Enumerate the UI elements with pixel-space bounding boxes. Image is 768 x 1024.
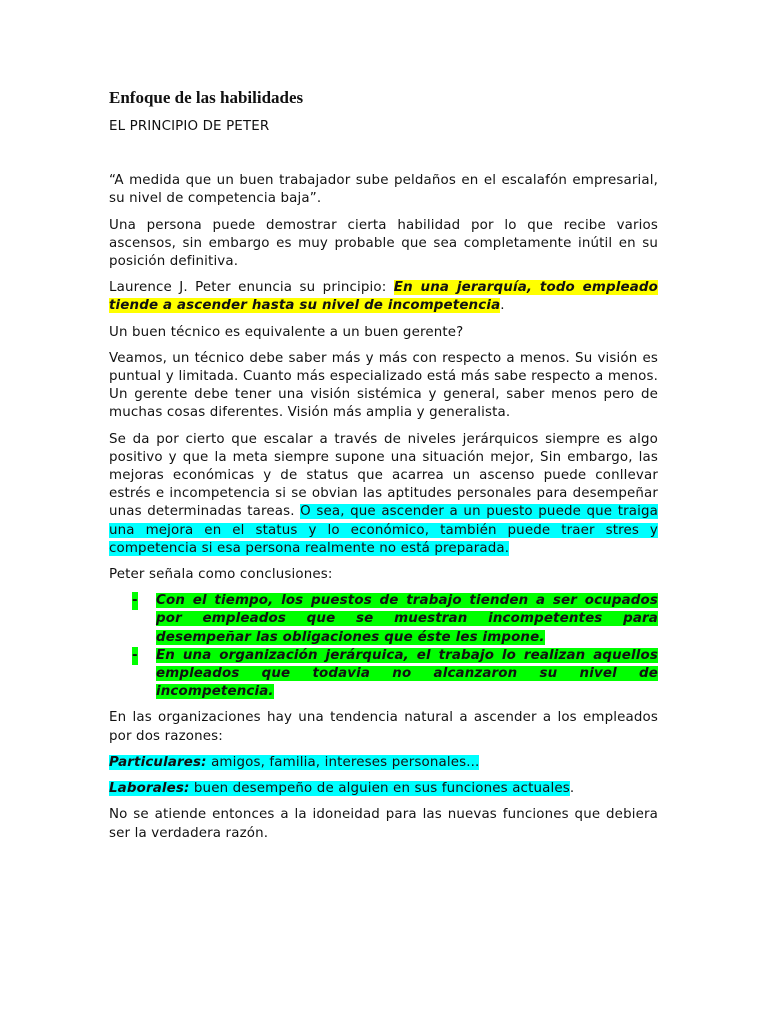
section-heading: EL PRINCIPIO DE PETER (109, 119, 270, 134)
laurence-paragraph (109, 279, 658, 315)
persona-paragraph: Una persona puede demostrar cierta habilidad por lo que recibe varios ascensos, sin embargo es muy probable que sea completamente inútil en su posición definitiva. (109, 217, 658, 270)
list-item (109, 647, 658, 702)
peter-conclusions-intro: Peter señala como conclusiones: (109, 567, 333, 583)
veamos-paragraph: Veamos, un técnico debe saber más y más con respecto a menos. Su visión es puntual y limitada. Cuanto más especializado está más sabe respecto a menos. Un gerente debe tener una visión sistémica y general, saber menos pero de muchas cosas diferentes. Visión más amplia y generalista. (109, 350, 658, 421)
conclusion-text: Con el tiempo, los puestos de trabajo tienden a ser ocupados por empleados que se muestran incompetentes para desempeñar las obligaciones que éste les impone. (156, 593, 658, 645)
laurence-intro: Laurence J. Peter enuncia su principio: (109, 280, 394, 296)
final-paragraph: No se atiende entonces a la idoneidad para las nuevas funciones que debiera ser la verdadera razón. (109, 807, 658, 841)
quote-paragraph: “A medida que un buen trabajador sube peldaños en el escalafón empresarial, su nivel de competencia baja”. (109, 173, 658, 207)
particulares-text: amigos, familia, intereses personales... (206, 754, 480, 770)
organizaciones-paragraph: En las organizaciones hay una tendencia natural a ascender a los empleados por dos razones: (109, 710, 658, 744)
escalar-text: Se da por cierto que escalar a través de niveles jerárquicos siempre es algo positivo y que la meta siempre supone una situación mejor, Sin embargo, las mejoras económicas y de status que acarrea un ascenso puede conllevar estrés e incompetencia si se obvian las aptitudes personales para desempeñar unas determinadas tareas. (109, 431, 658, 520)
laborales-label: Laborales: (109, 781, 190, 797)
laborales-paragraph (109, 780, 658, 798)
escalar-paragraph (109, 431, 658, 558)
particulares-highlight (109, 755, 479, 770)
document-page (109, 88, 658, 851)
conclusion-text: En una organización jerárquica, el trabajo lo realizan aquellos empleados que todavia no alcanzaron su nivel de incompetencia. (156, 647, 658, 700)
bullet-dash: - (132, 592, 138, 610)
document-title: Enfoque de las habilidades (109, 88, 304, 107)
peter-principle-highlight: En una jerarquía, todo empleado tiende a ascender hasta su nivel de incompetencia (109, 280, 658, 314)
escalar-highlight: O sea, que ascender a un puesto puede que traiga una mejora en el status y lo económico, también puede traer stres y competencia si esa persona realmente no está preparada. (109, 504, 658, 556)
particulares-label: Particulares: (109, 754, 207, 770)
laborales-text: buen desempeño de alguien en sus funciones actuales (189, 781, 570, 797)
laborales-end: . (569, 781, 575, 797)
laurence-end: . (500, 298, 505, 314)
bullet-dash: - (132, 647, 138, 665)
list-item (109, 592, 658, 647)
question-paragraph: Un buen técnico es equivalente a un buen gerente? (109, 324, 464, 340)
conclusions-list (109, 592, 658, 701)
laborales-highlight (109, 781, 570, 796)
particulares-paragraph (109, 754, 658, 772)
